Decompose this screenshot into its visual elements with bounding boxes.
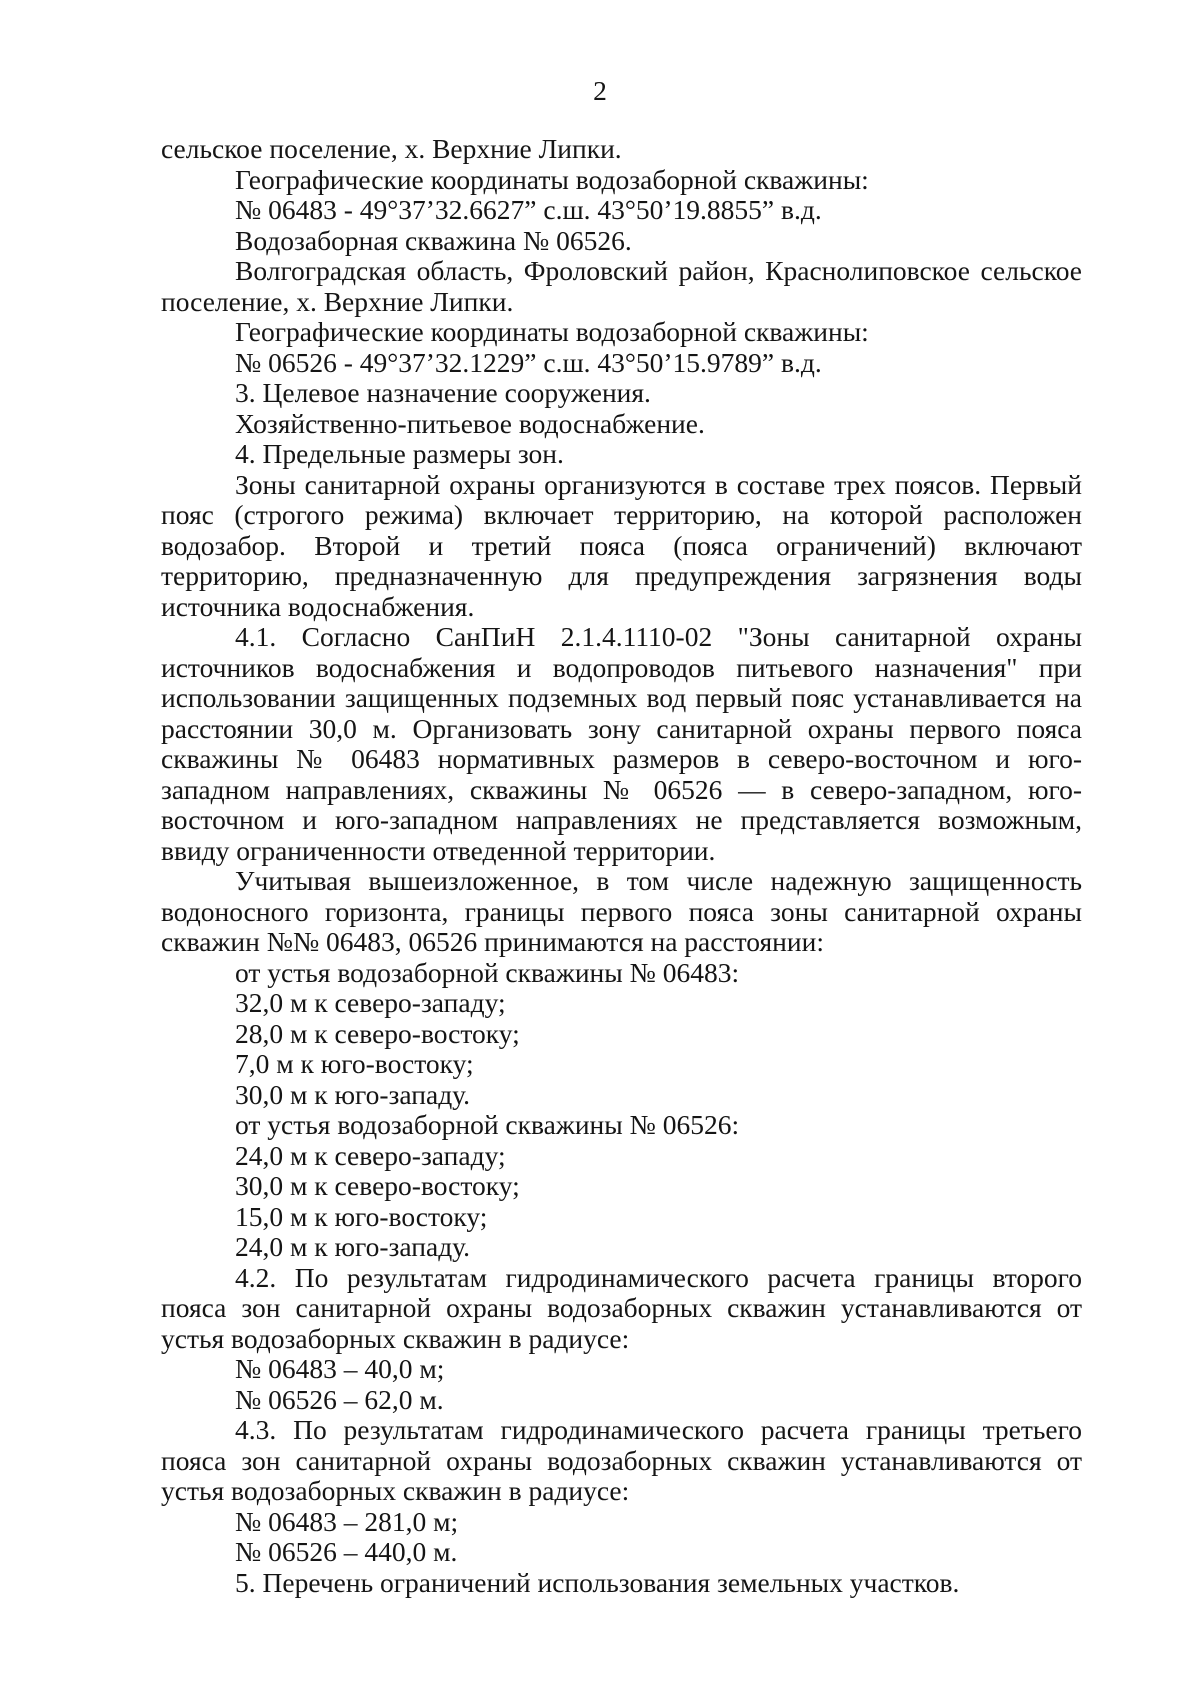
paragraph: 3. Целевое назначение сооружения. xyxy=(235,377,651,408)
paragraph: 28,0 м к северо-востоку; xyxy=(235,1017,520,1049)
paragraph: Хозяйственно-питьевое водоснабжение. xyxy=(235,407,705,439)
page-number: 2 xyxy=(593,75,607,106)
paragraph: сельское поселение, х. Верхние Липки. xyxy=(161,133,622,164)
paragraph: 30,0 м к северо-востоку; xyxy=(235,1170,520,1201)
paragraph: 5. Перечень ограничений использования земельных участков. xyxy=(235,1566,960,1598)
paragraph: Водозаборная скважина № 06526. xyxy=(235,224,632,256)
paragraph: Зоны санитарной охраны организуются в составе трех поясов. Первый пояс (строгого режима) включает территорию, на которой расположен водозабор. Второй и третий пояса (пояса ограничений) включают территорию, предназначенную для предупреждения загрязнения воды источника водоснабжения. xyxy=(161,468,1082,622)
paragraph: Учитывая вышеизложенное, в том числе надежную защищенность водоносного горизонта, границы первого пояса зоны санитарной охраны скважин №№ 06483, 06526 принимаются на расстоянии: xyxy=(161,865,1082,957)
paragraph: № 06483 – 281,0 м; xyxy=(235,1505,459,1537)
paragraph: Географические координаты водозаборной скважины: xyxy=(235,163,869,195)
paragraph: 32,0 м к северо-западу; xyxy=(235,987,506,1018)
paragraph: 15,0 м к юго-востоку; xyxy=(235,1200,488,1232)
paragraph: № 06526 - 49°37’32.1229” с.ш. 43°50’15.9789” в.д. xyxy=(235,346,822,378)
paragraph: 24,0 м к юго-западу. xyxy=(235,1231,471,1262)
paragraph: № 06483 – 40,0 м; xyxy=(235,1353,445,1384)
paragraph: № 06526 – 62,0 м. xyxy=(235,1383,444,1415)
paragraph: № 06526 – 440,0 м. xyxy=(235,1536,458,1567)
paragraph: 24,0 м к северо-западу; xyxy=(235,1139,506,1171)
paragraph: от устья водозаборной скважины № 06483: xyxy=(235,956,740,988)
paragraph: Волгоградская область, Фроловский район, Краснолиповское сельское поселение, х. Верхние Липки. xyxy=(161,255,1082,317)
document-body xyxy=(161,134,1082,1598)
paragraph: 4.3. По результатам гидродинамического расчета границы третьего пояса зон санитарной охраны водозаборных скважин устанавливаются от устья водозаборных скважин в радиусе: xyxy=(161,1414,1082,1506)
paragraph: 30,0 м к юго-западу. xyxy=(235,1078,471,1110)
paragraph: 4. Предельные размеры зон. xyxy=(235,438,564,469)
paragraph: 4.2. По результатам гидродинамического расчета границы второго пояса зон санитарной охраны водозаборных скважин устанавливаются от устья водозаборных скважин в радиусе: xyxy=(161,1261,1082,1354)
paragraph: № 06483 - 49°37’32.6627” с.ш. 43°50’19.8855” в.д. xyxy=(235,194,822,225)
paragraph: от устья водозаборной скважины № 06526: xyxy=(235,1109,740,1140)
paragraph: Географические координаты водозаборной скважины: xyxy=(235,316,869,347)
paragraph: 7,0 м к юго-востоку; xyxy=(235,1048,474,1079)
paragraph: 4.1. Согласно СанПиН 2.1.4.1110-02 "Зоны санитарной охраны источников водоснабжения и водопроводов питьевого назначения" при использовании защищенных подземных вод первый пояс устанавливается на расстоянии 30,0 м. Организовать зону санитарной охраны первого пояса скважины № 06483 нормативных размеров в северо-восточном и юго-западном направлениях, скважины № 06526 — в северо-западном, юго-восточном и юго-западном направлениях не представляется возможным, ввиду ограниченности отведенной территории. xyxy=(161,621,1082,866)
